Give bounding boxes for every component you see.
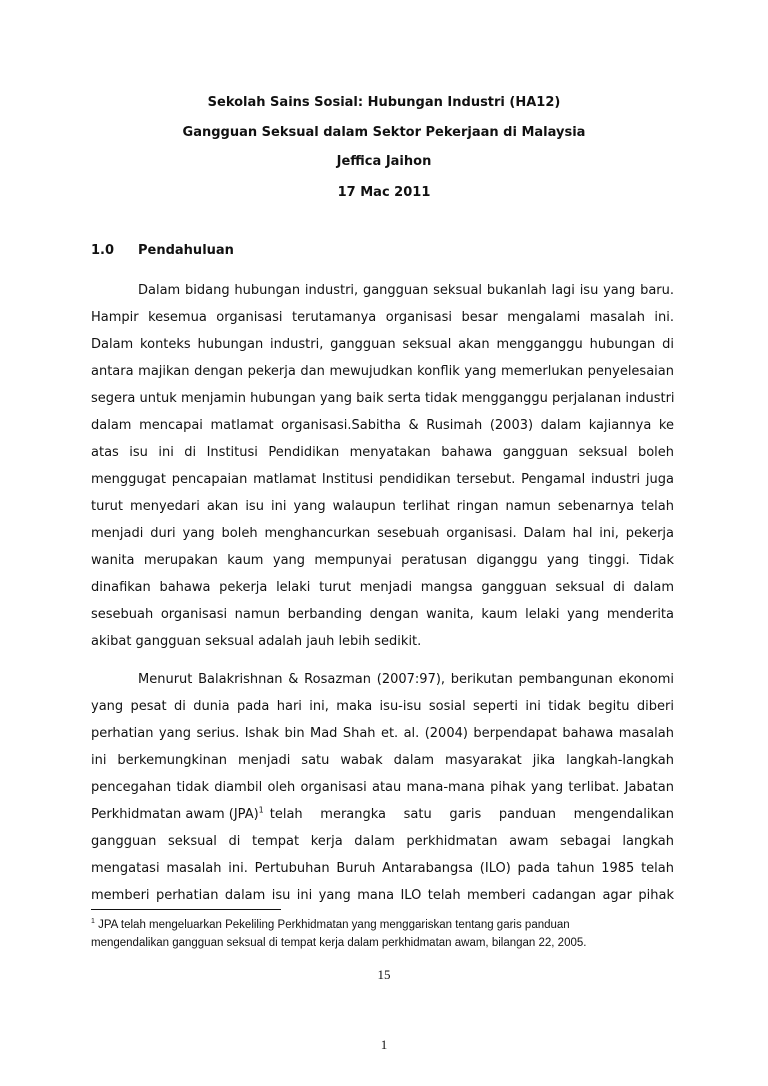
jpa-text <box>91 806 264 824</box>
paragraph-line: mengatasi masalah ini. Pertubuhan Buruh Antarabangsa (ILO) pada tahun 1985 telah <box>91 861 674 876</box>
footnote-line-2: mengendalikan gangguan seksual di tempat kerja dalam perkhidmatan awam, bilangan 22, 2005. <box>91 937 587 949</box>
outer-page-number: 1 <box>380 1037 388 1052</box>
paragraph-line: sesebuah organisasi namun berbanding dengan wanita, kaum lelaki yang menderita <box>91 607 674 622</box>
footnote-mark: 1 <box>91 918 95 926</box>
document-date: 17 Mac 2011 <box>337 185 431 200</box>
section-heading: Pendahuluan <box>138 243 234 258</box>
footnote-text-1: JPA telah mengeluarkan Pekeliling Perkhidmatan yang menggariskan tentang garis panduan <box>94 919 570 931</box>
jpa-text-before: Perkhidmatan awam (JPA) <box>91 807 259 822</box>
paragraph-line: pencegahan tidak diambil oleh organisasi atau mana-mana pihak yang terlibat. Jabatan <box>91 780 674 795</box>
author-name: Jeffica Jaihon <box>336 154 432 169</box>
paragraph-line: gangguan seksual di tempat kerja dalam perkhidmatan awam sebagai langkah <box>91 834 674 849</box>
paragraph-line: dalam mencapai matlamat organisasi.Sabitha & Rusimah (2003) dalam kajiannya ke <box>91 418 674 433</box>
paragraph-line: atas isu ini di Institusi Pendidikan menyatakan bahawa gangguan seksual boleh <box>91 445 674 460</box>
paragraph-line: akibat gangguan seksual adalah jauh lebih sedikit. <box>91 634 422 649</box>
document-title: Gangguan Seksual dalam Sektor Pekerjaan di Malaysia <box>182 125 586 140</box>
paragraph-line: Dalam bidang hubungan industri, gangguan seksual bukanlah lagi isu yang baru. <box>138 283 674 298</box>
jpa-text-after: telah merangka satu garis panduan mengendalikan <box>269 807 674 822</box>
paragraph-line: segera untuk menjamin hubungan yang baik serta tidak mengganggu perjalanan industri <box>91 391 675 406</box>
inner-page-number: 15 <box>377 967 391 982</box>
paragraph-line: menjadi duri yang boleh menghancurkan sesebuah organisasi. Dalam hal ini, pekerja <box>91 526 674 541</box>
section-number: 1.0 <box>91 243 115 258</box>
paragraph-line: wanita merupakan kaum yang mempunyai peratusan diganggu yang tinggi. Tidak <box>91 553 674 568</box>
paragraph-line: menggugat pencapaian matlamat Institusi pendidikan tersebut. Pengamal industri juga <box>91 472 674 487</box>
course-title: Sekolah Sains Sosial: Hubungan Industri (HA12) <box>207 95 561 110</box>
paragraph-line: Menurut Balakrishnan & Rosazman (2007:97), berikutan pembangunan ekonomi <box>138 672 674 687</box>
paragraph-line-jpa <box>91 806 674 824</box>
footnote-line-1 <box>91 917 570 933</box>
paragraph-line: Dalam konteks hubungan industri, gangguan seksual akan mengganggu hubungan di <box>91 337 674 352</box>
paragraph-line: antara majikan dengan pekerja dan mewujudkan konflik yang memerlukan penyelesaian <box>91 364 674 379</box>
paragraph-line: dinafikan bahawa pekerja lelaki turut menjadi mangsa gangguan seksual di dalam <box>91 580 674 595</box>
paragraph-line: memberi perhatian dalam isu ini yang mana ILO telah memberi cadangan agar pihak <box>91 888 674 903</box>
paragraph-line: ini berkemungkinan menjadi satu wabak dalam masyarakat jika langkah-langkah <box>91 753 674 768</box>
paragraph-line: Hampir kesemua organisasi terutamanya organisasi besar mengalami masalah ini. <box>91 310 674 325</box>
paragraph-line: yang pesat di dunia pada hari ini, maka isu-isu sosial seperti ini tidak begitu diberi <box>91 699 674 714</box>
footnote-separator <box>91 909 281 910</box>
footnote-reference-1[interactable]: 1 <box>258 805 264 815</box>
paragraph-line: perhatian yang serius. Ishak bin Mad Shah et. al. (2004) berpendapat bahawa masalah <box>91 726 674 741</box>
paragraph-line: turut menyedari akan isu ini yang walaupun terlihat ringan namun sebenarnya telah <box>91 499 674 514</box>
